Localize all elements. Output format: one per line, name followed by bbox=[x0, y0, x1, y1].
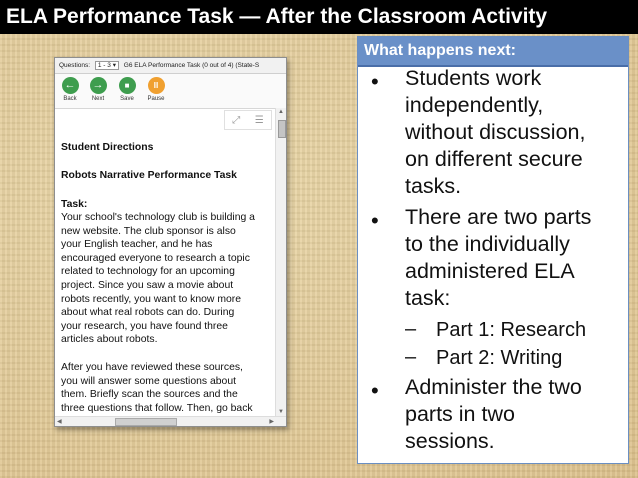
next-label: Next bbox=[91, 96, 105, 102]
bullet-line: Students work bbox=[405, 66, 542, 90]
bullet-line: sessions. bbox=[405, 429, 495, 453]
save-icon: ■ bbox=[119, 77, 136, 94]
bullet-two-parts bbox=[405, 204, 627, 312]
scroll-up-icon[interactable]: ▲ bbox=[278, 109, 284, 115]
test-name-extra: (State-S bbox=[235, 62, 260, 69]
pause-icon: II bbox=[148, 77, 165, 94]
text-line: encouraged everyone to research a topic bbox=[61, 252, 250, 264]
bullet-line: on different secure bbox=[405, 147, 583, 171]
bullet-line: parts in two bbox=[405, 402, 515, 426]
text-line: After you have reviewed these sources, bbox=[61, 362, 243, 373]
back-arrow-icon: ← bbox=[62, 77, 79, 94]
text-line: project. Since you saw a movie about bbox=[61, 279, 234, 291]
back-label: Back bbox=[63, 96, 77, 102]
text-line: you will answer some questions about bbox=[61, 375, 237, 387]
bullet-line: Administer the two bbox=[405, 375, 582, 399]
bullet-students-work bbox=[405, 65, 627, 200]
bullet-icon: • bbox=[371, 378, 379, 403]
horizontal-scrollbar[interactable] bbox=[55, 416, 287, 426]
bullet-line: administered ELA bbox=[405, 259, 575, 283]
dash-icon: – bbox=[405, 318, 417, 340]
text-line: articles about robots. bbox=[61, 334, 158, 346]
questions-select-value: 1 - 3 bbox=[97, 62, 111, 69]
scroll-left-icon[interactable]: ◀ bbox=[57, 419, 62, 425]
text-line: three questions that follow. Then, go back bbox=[61, 402, 253, 414]
task-paragraph bbox=[61, 211, 273, 347]
bullet-line: to the individually bbox=[405, 232, 570, 256]
next-steps-panel bbox=[357, 36, 629, 464]
text-line: them. Briefly scan the sources and the bbox=[61, 389, 238, 401]
expand-icon[interactable]: ⤢ bbox=[232, 114, 241, 126]
bullet-icon: • bbox=[371, 208, 379, 233]
scroll-down-icon[interactable]: ▼ bbox=[278, 409, 284, 415]
text-line: new website. The club sponsor is also bbox=[61, 225, 236, 237]
vertical-scrollbar[interactable] bbox=[275, 108, 286, 416]
student-directions-heading: Student Directions bbox=[61, 142, 154, 153]
scroll-right-icon[interactable]: ▶ bbox=[269, 419, 274, 425]
save-label: Save bbox=[120, 96, 134, 102]
passage-pane bbox=[55, 108, 275, 416]
bullet-administer bbox=[405, 374, 627, 455]
text-line: robots recently, you want to know more bbox=[61, 293, 241, 305]
slide-title: ELA Performance Task — After the Classroom Activity bbox=[0, 0, 638, 34]
bullet-line: without discussion, bbox=[405, 120, 586, 144]
text-line: your English teacher, and he has bbox=[61, 239, 213, 251]
text-line: your research, you have found three bbox=[61, 320, 228, 332]
test-window bbox=[54, 57, 287, 427]
next-arrow-icon: → bbox=[90, 77, 107, 94]
question-bar bbox=[55, 58, 286, 74]
bullet-icon: • bbox=[371, 69, 379, 94]
panel-heading: What happens next: bbox=[358, 37, 628, 67]
sub-bullet-research: Part 1: Research bbox=[436, 319, 587, 341]
pause-label: Pause bbox=[147, 96, 165, 102]
bullet-line: There are two parts bbox=[405, 205, 592, 229]
menu-icon[interactable]: ☰ bbox=[254, 114, 264, 126]
scroll-thumb-horizontal[interactable] bbox=[115, 418, 177, 426]
instructions-paragraph bbox=[61, 361, 273, 415]
bullet-line: tasks. bbox=[405, 174, 462, 198]
text-line: related to technology for an upcoming bbox=[61, 266, 235, 278]
dash-icon: – bbox=[405, 346, 417, 368]
sub-bullet-writing: Part 2: Writing bbox=[436, 347, 563, 369]
save-button[interactable] bbox=[114, 77, 140, 102]
task-title: Robots Narrative Performance Task bbox=[61, 170, 237, 181]
questions-label: Questions: bbox=[59, 62, 91, 69]
task-label: Task: bbox=[61, 199, 88, 210]
pause-button[interactable] bbox=[143, 77, 169, 102]
questions-select[interactable]: 1 - 3 ▾ bbox=[95, 61, 119, 70]
text-line: Your school's technology club is building a bbox=[61, 212, 255, 223]
text-line: about what real robots can do. During bbox=[61, 307, 235, 319]
toolbar bbox=[55, 74, 286, 109]
bullet-line: independently, bbox=[405, 93, 544, 117]
frame-tools bbox=[224, 110, 272, 130]
scroll-thumb[interactable] bbox=[278, 120, 286, 138]
next-button[interactable] bbox=[85, 77, 111, 102]
bullet-line: task: bbox=[405, 286, 451, 310]
back-button[interactable] bbox=[57, 77, 83, 102]
test-name: G6 ELA Performance Task (0 out of 4) bbox=[123, 62, 234, 69]
